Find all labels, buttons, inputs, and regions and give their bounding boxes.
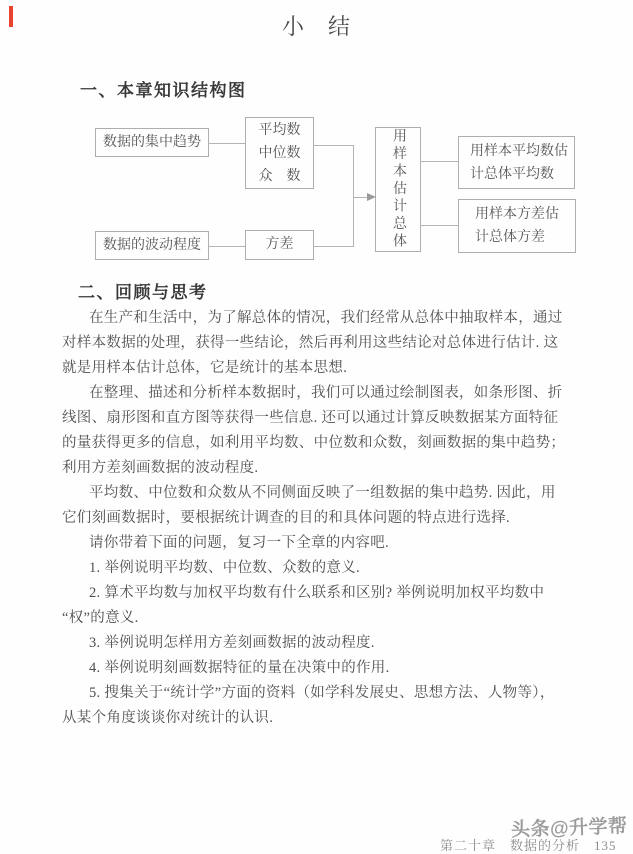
body-text-line: 对样本数据的处理，获得一些结论，然后再利用这些结论对总体进行估计. 这 bbox=[62, 335, 559, 351]
connector-line bbox=[421, 161, 458, 162]
section-heading-knowledge-structure: 一、本章知识结构图 bbox=[80, 81, 247, 100]
measure-median: 中位数 bbox=[258, 145, 301, 161]
question-item-4: 4. 举例说明刻画数据特征的量在决策中的作用. bbox=[89, 660, 390, 676]
page-footer-chapter-info: 第二十章 数据的分析 135 bbox=[440, 838, 617, 853]
arrow-right-icon bbox=[367, 193, 376, 201]
flowchart-box-sample-estimate bbox=[375, 127, 421, 252]
body-text-line: 线图、扇形图和直方图等获得一些信息. 还可以通过计算反映数据某方面特征 bbox=[62, 410, 559, 426]
estimate-variance-line2: 计总体方差 bbox=[475, 230, 545, 245]
connector-line bbox=[208, 143, 245, 144]
flowchart-box-fluctuation: 数据的波动程度 bbox=[95, 231, 209, 260]
estimate-mean-line1: 用样本平均数估 bbox=[470, 143, 568, 159]
question-item-1: 1. 举例说明平均数、中位数、众数的意义. bbox=[89, 560, 360, 576]
body-text-line: 在生产和生活中，为了解总体的情况，我们经常从总体中抽取样本，通过 bbox=[89, 310, 563, 326]
question-item-2: 2. 算术平均数与加权平均数有什么联系和区别? 举例说明加权平均数中 bbox=[89, 585, 545, 601]
connector-line bbox=[313, 145, 354, 146]
connector-line bbox=[421, 225, 458, 226]
flowchart-box-central-tendency: 数据的集中趋势 bbox=[95, 128, 209, 157]
flowchart-box-measures bbox=[245, 117, 314, 189]
page-title: 小 结 bbox=[281, 14, 351, 39]
section-heading-review: 二、回顾与思考 bbox=[78, 283, 208, 302]
connector-line bbox=[313, 246, 354, 247]
body-text-line: 就是用样本估计总体，它是统计的基本思想. bbox=[62, 360, 348, 376]
question-item-3: 3. 举例说明怎样用方差刻画数据的波动程度. bbox=[89, 635, 375, 651]
flowchart-box-estimate-variance bbox=[458, 199, 576, 253]
estimate-mean-line2: 计总体平均数 bbox=[470, 166, 554, 182]
flowchart-box-variance: 方差 bbox=[245, 230, 314, 260]
watermark-toutiao: 头条@升学帮 bbox=[510, 815, 628, 842]
estimate-variance-line1: 用样本方差估 bbox=[475, 207, 559, 222]
body-text-line: 平均数、中位数和众数从不同侧面反映了一组数据的集中趋势. 因此，用 bbox=[89, 485, 556, 501]
review-body-text bbox=[62, 306, 602, 731]
body-text-line: 在整理、描述和分析样本数据时，我们可以通过绘制图表，如条形图、折 bbox=[89, 385, 563, 401]
body-text-line: 它们刻画数据时，要根据统计调查的目的和具体问题的特点进行选择. bbox=[62, 510, 510, 526]
flowchart-box-estimate-mean bbox=[458, 136, 575, 189]
question-item-2-cont: “权”的意义. bbox=[62, 610, 139, 626]
sample-estimate-vertical-text: 用样本估计总体 bbox=[391, 128, 406, 251]
question-item-5-cont: 从某个角度谈谈你对统计的认识. bbox=[62, 710, 274, 726]
body-text-line: 利用方差刻画数据的波动程度. bbox=[62, 460, 259, 476]
connector-line bbox=[208, 246, 245, 247]
body-text-line: 请你带着下面的问题，复习一下全章的内容吧. bbox=[89, 535, 389, 551]
connector-line bbox=[353, 145, 354, 247]
measure-mean: 平均数 bbox=[258, 122, 301, 138]
body-text-line: 的量获得更多的信息，如利用平均数、中位数和众数，刻画数据的集中趋势； bbox=[62, 435, 566, 451]
question-item-5: 5. 搜集关于“统计学”方面的资料（如学科发展史、思想方法、人物等）， bbox=[89, 685, 555, 701]
measure-mode: 众 数 bbox=[258, 168, 301, 184]
